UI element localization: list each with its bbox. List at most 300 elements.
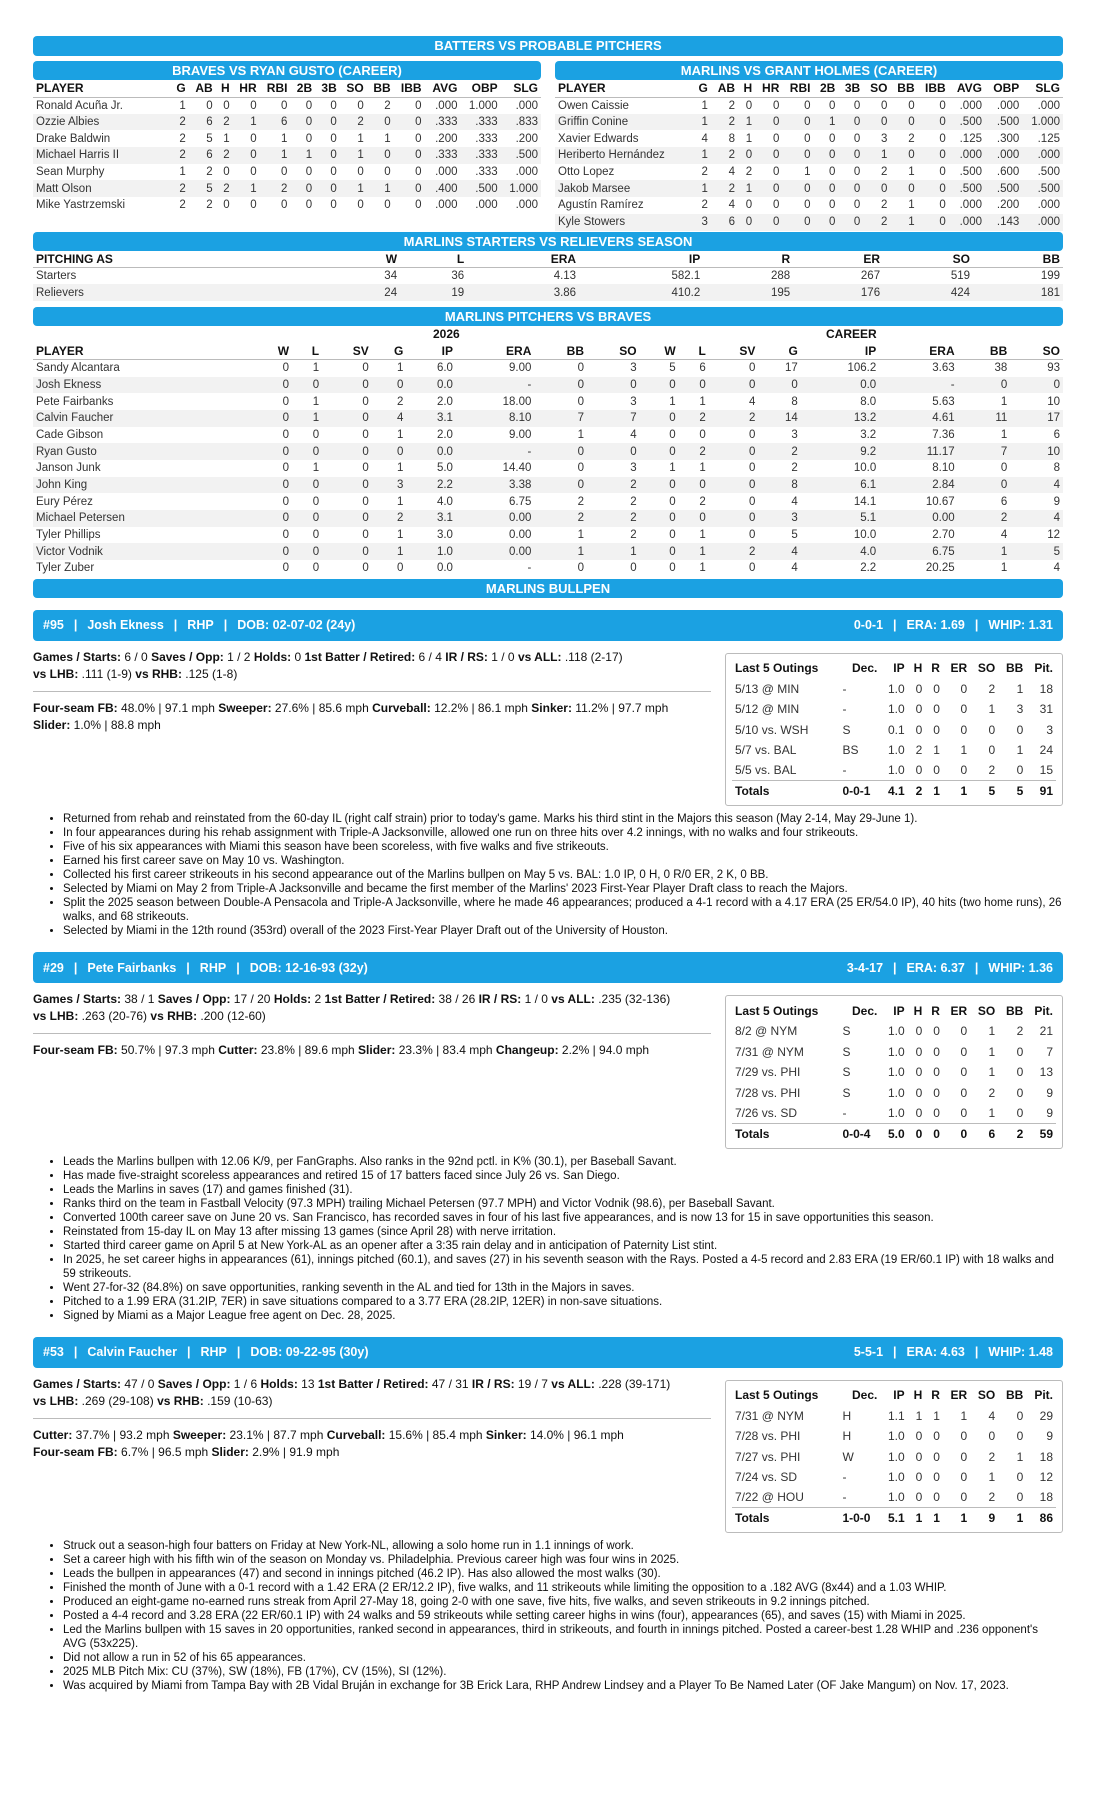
table-cell: 0 — [933, 681, 940, 696]
table-cell: 0 — [755, 147, 782, 164]
table-cell: 1 — [988, 1105, 996, 1120]
table-cell: 1 — [290, 147, 315, 164]
stat-value: 0 — [291, 649, 305, 664]
table-cell: 0 — [915, 1065, 923, 1080]
pitch-value: 27.6% | 85.6 mph — [271, 700, 373, 715]
table-cell: 1 — [179, 99, 186, 112]
table-cell: 2 — [1016, 1024, 1024, 1039]
table-row — [33, 393, 1063, 410]
table-cell: 0 — [305, 166, 313, 179]
table-cell: 2 — [915, 743, 923, 758]
table-cell: 6 — [699, 362, 706, 375]
table-cell: .000 — [996, 99, 1020, 112]
table-cell: 0 — [709, 477, 759, 494]
table-cell: 1 — [1000, 428, 1008, 441]
table-cell: 2 — [260, 180, 291, 197]
table-cell: 0 — [960, 1085, 968, 1100]
table-cell: 2 — [206, 166, 213, 179]
table-cell: 0 — [863, 180, 890, 197]
table-cell: .500 — [501, 147, 541, 164]
table-cell: 1 — [312, 395, 320, 408]
usage-stats — [33, 649, 711, 683]
table-cell: 21 — [1039, 1024, 1053, 1039]
table-cell: 0 — [828, 132, 836, 145]
table-cell: 4 — [791, 562, 798, 575]
pitcher-era: ERA: 4.63 — [906, 1345, 965, 1360]
separator: | — [186, 1345, 191, 1360]
table-cell: 2 — [206, 199, 213, 212]
note-item: • Collected his first career strikeouts in his second appearance out of the Marlins bullpen on May 5 vs. BAL: 1.0 IP, 0 H, 0 R/0 ER, 2 K, 0 BB. — [63, 868, 1063, 882]
table-row — [33, 164, 541, 181]
pitch-value: 23.1% | 87.7 mph — [226, 1427, 327, 1442]
table-cell: 2 — [701, 166, 708, 179]
table-cell: 2.84 — [879, 477, 957, 494]
table-cell: 9 — [970, 1508, 998, 1529]
usage-stats — [33, 991, 711, 1025]
table-cell: 1 — [915, 1408, 923, 1423]
table-cell: 0 — [960, 1449, 968, 1464]
table-cell: 6.75 — [879, 543, 957, 560]
table-cell: 1.0 — [887, 1024, 905, 1039]
table-cell: .400 — [425, 180, 461, 197]
pitch-label: Four-seam FB: — [33, 1043, 118, 1058]
separator: | — [73, 960, 78, 975]
table-cell: 1 — [908, 166, 915, 179]
table-cell: 1.0 — [887, 1429, 905, 1444]
pitch-value: 23.3% | 83.4 mph — [395, 1043, 496, 1058]
table-cell: .000 — [949, 214, 985, 231]
table-cell: 0 — [749, 462, 756, 475]
table-cell: Heriberto Hernández — [555, 147, 693, 164]
table-cell: 0 — [1016, 1085, 1024, 1100]
pitch-label: Curveball: — [372, 700, 431, 715]
table-cell: .500 — [985, 114, 1022, 131]
table-cell: 1 — [1000, 562, 1008, 575]
table-cell: 0 — [863, 114, 890, 131]
pitcher-dob: DOB: 12-16-93 (32y) — [249, 960, 368, 975]
column-header: BB — [1005, 661, 1024, 676]
stat-value: .125 (1-8) — [181, 666, 238, 681]
table-cell: 0 — [384, 199, 391, 212]
table-cell: - — [842, 1105, 847, 1120]
pitcher-card — [33, 1337, 1063, 1694]
separator: | — [893, 618, 897, 633]
pitch-value: 11.2% | 97.7 mph — [571, 700, 669, 715]
table-cell: Otto Lopez — [558, 166, 615, 179]
pitcher-name: Calvin Faucher — [87, 1345, 177, 1360]
column-header: H — [913, 1388, 923, 1403]
column-header: SLG — [501, 80, 541, 97]
pitcher-body — [33, 991, 1063, 1149]
table-cell: 0 — [988, 743, 996, 758]
table-cell: 0 — [749, 362, 756, 375]
table-cell: Sandy Alcantara — [36, 362, 120, 375]
table-cell: 0.0 — [406, 377, 456, 394]
table-cell: 5 — [791, 529, 798, 542]
table-cell: 7 — [534, 410, 587, 427]
table-cell: .143 — [985, 214, 1022, 231]
table-cell: 34 — [384, 270, 398, 283]
table-cell: 0 — [881, 99, 888, 112]
pitch-value: 14.0% | 96.1 mph — [526, 1427, 624, 1442]
note-item: • Returned from rehab and reinstated from the 60-day IL (right calf strain) prior to today's game. Marks his third stint in the Majors this season (May 2-14, May 29-June 1). — [63, 812, 1063, 826]
table-cell: .000 — [1037, 99, 1060, 112]
pitch-value: 50.7% | 97.3 mph — [117, 1043, 219, 1058]
stat-value: .200 (12-60) — [197, 1009, 266, 1024]
bullpen-title: MARLINS BULLPEN — [33, 579, 1063, 598]
table-cell: 12 — [1039, 1470, 1053, 1485]
table-cell: 0 — [253, 377, 292, 394]
column-header: L — [400, 251, 467, 268]
table-cell: Ozzie Albies — [33, 114, 171, 131]
table-cell: 0 — [943, 1123, 970, 1144]
starters-table — [33, 251, 1063, 301]
table-cell: 7 — [587, 410, 640, 427]
stat-label: vs ALL: — [551, 1376, 595, 1391]
table-cell: 7/27 vs. PHI — [735, 1449, 801, 1464]
table-cell: 1 — [933, 743, 940, 758]
column-header: SO — [1010, 343, 1063, 360]
table-cell: 0 — [394, 180, 425, 197]
table-cell: 0 — [640, 543, 679, 560]
table-cell: 1-0-0 — [839, 1508, 880, 1529]
table-cell: 0 — [772, 166, 780, 179]
table-cell: 0 — [933, 702, 940, 717]
table-cell: 0 — [890, 114, 917, 131]
table-cell: 2 — [988, 1085, 996, 1100]
header-row — [732, 1385, 1056, 1406]
stat-value: 38 / 1 — [121, 992, 158, 1007]
table-cell: 2 — [340, 114, 367, 131]
stat-label: vs RHB: — [135, 666, 182, 681]
table-cell: 0 — [362, 529, 369, 542]
table-cell: 1 — [933, 1408, 940, 1423]
pitch-label: Cutter: — [33, 1427, 73, 1442]
column-header: Last 5 Outings — [735, 661, 819, 676]
column-header: 2B — [290, 80, 315, 97]
table-cell: 1 — [669, 462, 676, 475]
table-cell: 2 — [791, 462, 798, 475]
table-cell: 0 — [292, 443, 322, 460]
table-cell: S — [842, 1024, 851, 1039]
pitch-label: Four-seam FB: — [33, 1444, 118, 1459]
marlins-vs-title: MARLINS VS GRANT HOLMES (CAREER) — [555, 61, 1063, 80]
outing-row — [732, 1062, 1056, 1083]
stat-value: 1 / 0 — [487, 649, 518, 664]
table-cell: Josh Ekness — [33, 377, 253, 394]
column-header: L — [292, 343, 322, 360]
table-cell: 1 — [367, 180, 394, 197]
separator: | — [173, 618, 178, 633]
table-cell: .300 — [996, 132, 1020, 145]
stat-label: Games / Starts: — [33, 649, 122, 664]
table-cell: .333 — [461, 147, 501, 164]
table-cell: 0 — [853, 199, 861, 212]
table-cell: 0 — [908, 99, 915, 112]
table-cell: 0 — [312, 428, 320, 441]
table-cell: .000 — [515, 99, 538, 112]
column-header: PLAYER — [555, 80, 693, 97]
table-cell: 0 — [305, 199, 313, 212]
table-cell: 9 — [1046, 1429, 1053, 1444]
divider — [33, 1033, 711, 1034]
table-cell: 9.00 — [509, 362, 532, 375]
stat-value: 47 / 0 — [121, 1376, 158, 1391]
table-cell: 5.0 — [436, 462, 453, 475]
table-cell: 2 — [711, 180, 738, 197]
pitcher-hand: RHP — [199, 960, 227, 975]
stat-label: Holds: — [253, 649, 292, 664]
table-cell: 5 — [206, 132, 213, 145]
braves-vs-table — [33, 80, 541, 214]
table-cell: 3 — [630, 395, 637, 408]
table-cell: 1.0 — [887, 1085, 905, 1100]
table-cell: 0 — [804, 132, 811, 145]
table-cell: 0 — [853, 132, 861, 145]
column-header: OBP — [985, 80, 1022, 97]
table-cell: 4.0 — [801, 543, 879, 560]
pitch-label: Sinker: — [531, 700, 572, 715]
table-cell: 4 — [728, 166, 736, 179]
pitch-label: Slider: — [33, 717, 71, 732]
pitcher-name: Pete Fairbanks — [87, 960, 177, 975]
column-header: G — [693, 80, 711, 97]
table-cell: 2 — [587, 510, 640, 527]
table-cell: Sean Murphy — [36, 166, 105, 179]
table-cell: 1 — [233, 180, 260, 197]
outing-row — [732, 1021, 1056, 1042]
outing-row — [732, 1446, 1056, 1467]
table-cell: 0 — [253, 477, 292, 494]
table-cell: 0 — [282, 428, 290, 441]
table-cell: 0 — [394, 114, 425, 131]
table-cell: 0 — [782, 180, 813, 197]
column-header: IP — [893, 1003, 905, 1018]
table-cell: 29 — [1039, 1408, 1053, 1423]
table-cell: 0 — [828, 99, 836, 112]
table-cell: - — [842, 763, 847, 778]
stat-label: IR / RS: — [478, 992, 522, 1007]
table-cell: 1 — [396, 362, 404, 375]
table-cell: .833 — [501, 114, 541, 131]
table-cell: 2 — [988, 1449, 996, 1464]
table-cell: 0 — [960, 1105, 968, 1120]
stat-label: 1st Batter / Retired: — [317, 1376, 429, 1391]
table-cell: 0 — [415, 199, 422, 212]
table-cell: 2 — [758, 443, 800, 460]
column-header: AVG — [949, 80, 985, 97]
table-cell: 4 — [749, 395, 756, 408]
table-cell: 2 — [745, 166, 753, 179]
table-cell: .500 — [1037, 166, 1060, 179]
table-cell: - — [527, 562, 532, 575]
table-cell: 1 — [693, 114, 711, 131]
table-cell: 8.10 — [456, 410, 534, 427]
table-cell: 0 — [577, 462, 585, 475]
note-item: • Set a career high with his fifth win of the season on Monday vs. Philadelphia. Previous career high was four wins in 2025. — [63, 1553, 1063, 1567]
table-cell: 0 — [960, 681, 968, 696]
outing-row — [732, 1103, 1056, 1124]
stat-value: 19 / 7 — [514, 1376, 552, 1391]
table-row — [555, 180, 1063, 197]
pitch-value: 1.0% | 88.8 mph — [70, 717, 161, 732]
table-cell: 1 — [804, 166, 811, 179]
stat-value: .159 (10-63) — [203, 1393, 273, 1408]
table-cell: BS — [842, 743, 859, 758]
table-cell: 2 — [881, 166, 888, 179]
column-header: BB — [890, 80, 917, 97]
column-header: IP — [801, 343, 879, 360]
table-cell: 0-0-1 — [839, 781, 880, 802]
stat-label: Games / Starts: — [33, 1376, 122, 1391]
table-cell: 0.00 — [456, 510, 534, 527]
table-cell: 36 — [451, 270, 465, 283]
table-cell: 1 — [925, 1508, 943, 1529]
table-cell: 0 — [315, 147, 340, 164]
table-cell: - — [842, 1490, 847, 1505]
stat-value: 47 / 31 — [428, 1376, 472, 1391]
table-row — [555, 147, 1063, 164]
table-cell: 0 — [755, 214, 782, 231]
starters-title: MARLINS STARTERS VS RELIEVERS SEASON — [33, 232, 1063, 251]
table-cell: .000 — [475, 199, 498, 212]
column-header: G — [372, 343, 407, 360]
table-cell: 0 — [755, 180, 782, 197]
stat-value: 1 / 0 — [521, 992, 552, 1007]
table-cell: 8/2 @ NYM — [735, 1024, 798, 1039]
table-cell: 1 — [943, 781, 970, 802]
table-cell: 2 — [998, 1123, 1026, 1144]
table-cell: 7 — [958, 443, 1011, 460]
table-cell: 0.0 — [801, 377, 879, 394]
pitcher-number: #95 — [43, 618, 64, 633]
pitcher-whip: WHIP: 1.31 — [988, 618, 1053, 633]
stat-label: Games / Starts: — [33, 992, 122, 1007]
table-cell: - — [842, 1470, 847, 1485]
spacer — [33, 326, 253, 343]
table-cell: 7/29 vs. PHI — [735, 1065, 801, 1080]
pitcher-hand: RHP — [200, 1345, 227, 1360]
stat-label: IR / RS: — [445, 649, 488, 664]
table-cell: 9 — [1053, 495, 1060, 508]
table-cell: 0 — [669, 529, 676, 542]
column-header: SO — [587, 343, 640, 360]
separator: | — [974, 1345, 979, 1360]
table-cell: 2 — [711, 147, 738, 164]
table-cell: .200 — [435, 132, 458, 145]
table-cell: .500 — [985, 180, 1022, 197]
table-cell: - — [842, 681, 847, 696]
table-cell: 0.00 — [879, 510, 957, 527]
table-row — [33, 360, 1063, 377]
table-cell: 267 — [860, 270, 881, 283]
table-cell: 0 — [357, 166, 364, 179]
table-row — [33, 284, 1063, 301]
table-cell: 0 — [253, 443, 292, 460]
stat-label: vs RHB: — [150, 1009, 198, 1024]
table-cell: Drake Baldwin — [36, 132, 111, 145]
column-header: RBI — [260, 80, 291, 97]
table-cell: 0 — [915, 1449, 923, 1464]
table-cell: H — [842, 1408, 852, 1423]
table-cell: 0 — [292, 510, 322, 527]
table-cell: 7/31 @ NYM — [735, 1044, 804, 1059]
table-cell: 13.2 — [801, 410, 879, 427]
table-cell: 0 — [915, 681, 923, 696]
pitch-label: Sweeper: — [218, 700, 272, 715]
separator: | — [236, 1345, 241, 1360]
table-cell: 0 — [640, 477, 679, 494]
table-cell: 0 — [577, 362, 585, 375]
table-cell: Relievers — [33, 284, 333, 301]
last-five-box — [725, 995, 1063, 1149]
column-header: Dec. — [851, 661, 878, 676]
table-cell: 0 — [939, 99, 946, 112]
table-cell: 1 — [357, 132, 364, 145]
table-cell: 5 — [998, 781, 1026, 802]
note-item: • Went 27-for-32 (84.8%) on save opportunities, ranking seventh in the AL and tied for 13th in the Majors in saves. — [63, 1281, 1063, 1295]
column-header: IP — [893, 661, 905, 676]
column-header: H — [913, 1003, 923, 1018]
column-header: AB — [711, 80, 738, 97]
table-cell: 0 — [933, 1449, 940, 1464]
table-cell: 1 — [577, 428, 585, 441]
table-cell: 0 — [384, 166, 391, 179]
table-cell: 0 — [960, 722, 968, 737]
table-cell: 5 — [970, 781, 998, 802]
table-cell: 7/28 vs. PHI — [735, 1429, 801, 1444]
note-item: • Selected by Miami on May 2 from Triple-A Jacksonville and became the first member of the Marlins' 2023 First-Year Player Draft class to reach the Majors. — [63, 882, 1063, 896]
table-cell: 1.0 — [406, 543, 456, 560]
table-cell: 0.1 — [887, 722, 905, 737]
table-cell: 0 — [915, 1085, 923, 1100]
table-cell: 8 — [758, 477, 800, 494]
table-cell: 0 — [290, 114, 315, 131]
last-five-box — [725, 653, 1063, 807]
table-cell: .000 — [985, 147, 1022, 164]
table-cell: 4 — [372, 410, 407, 427]
table-row — [33, 543, 1063, 560]
table-cell: .125 — [1037, 132, 1060, 145]
table-cell: 0 — [853, 99, 861, 112]
table-cell: Victor Vodnik — [33, 543, 253, 560]
table-cell: 6 — [970, 1123, 998, 1144]
table-row — [555, 130, 1063, 147]
table-cell: 2 — [679, 410, 709, 427]
stat-value: 1 / 2 — [223, 649, 254, 664]
header-row — [33, 343, 1063, 360]
table-cell: 0 — [250, 166, 257, 179]
table-cell: Totals — [732, 1123, 839, 1144]
table-cell: 0 — [282, 362, 290, 375]
table-cell: 1 — [281, 132, 288, 145]
pitch-label: Sinker: — [485, 1427, 527, 1442]
table-cell: 0 — [669, 428, 676, 441]
pitcher-name: Josh Ekness — [87, 618, 164, 633]
table-cell: 3 — [758, 510, 800, 527]
note-item: • Started third career game on April 5 at New York-AL as an opener after a 3:35 rain delay and in anticipation of Paternity List stint. — [63, 1239, 1063, 1253]
table-cell: 0 — [362, 462, 369, 475]
table-row — [555, 164, 1063, 181]
table-cell: .500 — [949, 114, 985, 131]
pitch-label: Four-seam FB: — [33, 700, 118, 715]
separator: | — [73, 1345, 78, 1360]
table-cell: 2 — [171, 180, 189, 197]
table-cell: 0 — [362, 495, 369, 508]
table-cell: 4.61 — [879, 410, 957, 427]
table-cell: .333 — [475, 166, 498, 179]
table-cell: 2 — [908, 132, 915, 145]
